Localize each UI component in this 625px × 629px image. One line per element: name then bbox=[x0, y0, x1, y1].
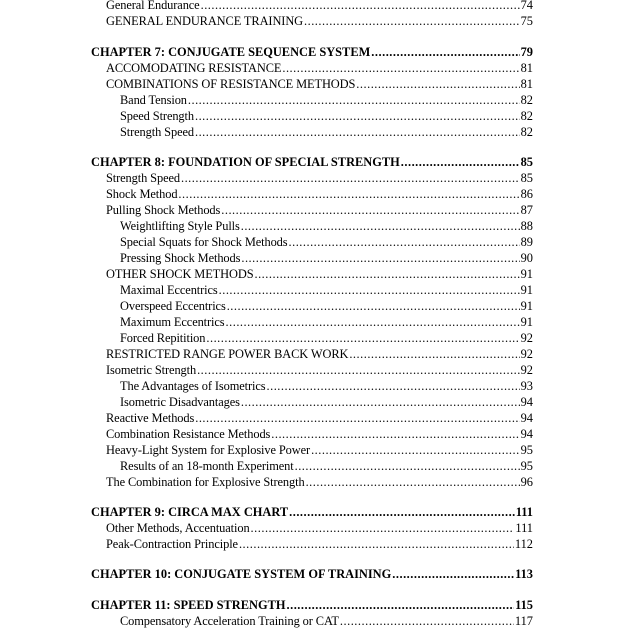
toc-entry bbox=[0, 234, 625, 250]
toc-entry bbox=[0, 124, 625, 140]
toc-entry bbox=[0, 442, 625, 458]
toc-entry bbox=[0, 202, 625, 218]
toc-entry-title: Reactive Methods bbox=[106, 411, 195, 425]
toc-entry bbox=[0, 108, 625, 124]
toc-entry-title: GENERAL ENDURANCE TRAINING bbox=[106, 14, 304, 28]
toc-entry bbox=[0, 170, 625, 186]
toc-entry-title: Weightlifting Style Pulls bbox=[120, 219, 240, 233]
toc-entry-title: CHAPTER 11: SPEED STRENGTH bbox=[91, 598, 286, 612]
dot-leader bbox=[340, 613, 514, 629]
toc-entry-page: 82 bbox=[520, 125, 533, 139]
toc-entry-page: 92 bbox=[520, 331, 533, 345]
toc-entry-title: Shock Method bbox=[106, 187, 178, 201]
toc-entry-title: CHAPTER 10: CONJUGATE SYSTEM OF TRAINING bbox=[91, 567, 392, 581]
toc-entry-page: 82 bbox=[520, 93, 533, 107]
toc-entry-title: CHAPTER 8: FOUNDATION OF SPECIAL STRENGTH bbox=[91, 155, 400, 169]
toc-entry-title: Compensatory Acceleration Training or CAT bbox=[120, 614, 339, 628]
toc-entry-page: 95 bbox=[520, 443, 533, 457]
toc-entry-title: The Combination for Explosive Strength bbox=[106, 475, 305, 489]
toc-entry-page: 88 bbox=[520, 219, 533, 233]
toc-entry-page: 85 bbox=[520, 171, 533, 185]
dot-leader bbox=[254, 266, 519, 282]
dot-leader bbox=[267, 378, 520, 394]
dot-leader bbox=[349, 346, 519, 362]
dot-leader bbox=[371, 44, 519, 60]
toc-entry bbox=[0, 250, 625, 266]
toc-entry-title: CHAPTER 9: CIRCA MAX CHART bbox=[91, 505, 289, 519]
toc-entry bbox=[0, 613, 625, 629]
toc-entry bbox=[0, 60, 625, 76]
toc-chapter bbox=[0, 154, 625, 170]
dot-leader bbox=[201, 0, 520, 13]
toc-entry-page: 92 bbox=[520, 347, 533, 361]
dot-leader bbox=[392, 566, 514, 582]
toc-entry-page: 91 bbox=[520, 267, 533, 281]
toc-entry bbox=[0, 92, 625, 108]
toc-entry-page: 112 bbox=[514, 537, 533, 551]
toc-entry-title: Strength Speed bbox=[120, 125, 194, 139]
toc-entry-title: Speed Strength bbox=[120, 109, 194, 123]
toc-entry-title: OTHER SHOCK METHODS bbox=[106, 267, 254, 281]
toc-entry bbox=[0, 186, 625, 202]
toc-entry-title: Pulling Shock Methods bbox=[106, 203, 221, 217]
toc-entry-page: 75 bbox=[520, 14, 533, 28]
dot-leader bbox=[241, 218, 520, 234]
toc-entry-title: Strength Speed bbox=[106, 171, 180, 185]
toc-entry-title: Heavy-Light System for Explosive Power bbox=[106, 443, 311, 457]
toc-entry-page: 74 bbox=[520, 0, 533, 12]
toc-entry-title: Overspeed Eccentrics bbox=[120, 299, 226, 313]
toc-entry bbox=[0, 520, 625, 536]
toc-entry-page: 94 bbox=[520, 427, 533, 441]
toc-entry-page: 111 bbox=[515, 505, 533, 519]
dot-leader bbox=[226, 314, 520, 330]
toc-entry-page: 79 bbox=[520, 45, 533, 59]
toc-entry-title: Maximum Eccentrics bbox=[120, 315, 225, 329]
dot-leader bbox=[241, 250, 519, 266]
toc-entry-title: Pressing Shock Methods bbox=[120, 251, 241, 265]
dot-leader bbox=[181, 170, 520, 186]
dot-leader bbox=[188, 92, 520, 108]
toc-chapter bbox=[0, 597, 625, 613]
dot-leader bbox=[289, 234, 520, 250]
toc-entry-title: Special Squats for Shock Methods bbox=[120, 235, 288, 249]
toc-entry bbox=[0, 76, 625, 92]
dot-leader bbox=[289, 504, 515, 520]
dot-leader bbox=[206, 330, 519, 346]
toc-entry-title: Results of an 18-month Experiment bbox=[120, 459, 294, 473]
dot-leader bbox=[295, 458, 520, 474]
toc-entry-page: 96 bbox=[520, 475, 533, 489]
toc-entry-title: Isometric Strength bbox=[106, 363, 197, 377]
toc-entry-page: 85 bbox=[520, 155, 533, 169]
dot-leader bbox=[401, 154, 520, 170]
toc-entry-page: 89 bbox=[520, 235, 533, 249]
toc-entry-title: Maximal Eccentrics bbox=[120, 283, 218, 297]
toc-entry bbox=[0, 362, 625, 378]
dot-leader bbox=[178, 186, 519, 202]
toc-entry bbox=[0, 458, 625, 474]
toc-entry-title: ACCOMODATING RESISTANCE bbox=[106, 61, 282, 75]
toc-entry bbox=[0, 218, 625, 234]
toc-entry bbox=[0, 13, 625, 29]
toc-entry-page: 94 bbox=[520, 395, 533, 409]
toc-entry bbox=[0, 378, 625, 394]
toc-entry-page: 81 bbox=[520, 61, 533, 75]
dot-leader bbox=[306, 474, 520, 490]
dot-leader bbox=[195, 108, 520, 124]
toc-entry-page: 90 bbox=[520, 251, 533, 265]
toc-entry-title: CHAPTER 7: CONJUGATE SEQUENCE SYSTEM bbox=[91, 45, 371, 59]
toc-entry-page: 95 bbox=[520, 459, 533, 473]
toc-entry bbox=[0, 282, 625, 298]
toc-chapter bbox=[0, 566, 625, 582]
dot-leader bbox=[239, 536, 514, 552]
toc-entry-title: Peak-Contraction Principle bbox=[106, 537, 238, 551]
toc-entry-page: 115 bbox=[515, 598, 533, 612]
toc-entry bbox=[0, 346, 625, 362]
dot-leader bbox=[195, 124, 520, 140]
toc-entry-title: COMBINATIONS OF RESISTANCE METHODS bbox=[106, 77, 356, 91]
toc-entry-title: General Endurance bbox=[106, 0, 200, 12]
dot-leader bbox=[304, 13, 520, 29]
dot-leader bbox=[227, 298, 520, 314]
toc-entry-page: 81 bbox=[520, 77, 533, 91]
toc-entry-page: 91 bbox=[520, 299, 533, 313]
toc-entry bbox=[0, 330, 625, 346]
dot-leader bbox=[282, 60, 519, 76]
toc-entry-page: 91 bbox=[520, 283, 533, 297]
toc-entry-title: RESTRICTED RANGE POWER BACK WORK bbox=[106, 347, 349, 361]
dot-leader bbox=[221, 202, 519, 218]
toc-entry-page: 87 bbox=[520, 203, 533, 217]
toc-entry-page: 94 bbox=[520, 411, 533, 425]
toc-entry bbox=[0, 426, 625, 442]
dot-leader bbox=[251, 520, 515, 536]
toc-entry-title: The Advantages of Isometrics bbox=[120, 379, 266, 393]
toc-entry bbox=[0, 410, 625, 426]
dot-leader bbox=[287, 597, 515, 613]
toc-entry-page: 86 bbox=[520, 187, 533, 201]
toc-entry-page: 93 bbox=[520, 379, 533, 393]
dot-leader bbox=[197, 362, 520, 378]
dot-leader bbox=[271, 426, 519, 442]
toc-entry-page: 117 bbox=[514, 614, 533, 628]
toc-entry-title: Isometric Disadvantages bbox=[120, 395, 240, 409]
toc-chapter bbox=[0, 504, 625, 520]
toc-entry bbox=[0, 474, 625, 490]
dot-leader bbox=[311, 442, 520, 458]
toc-entry-title: Forced Repitition bbox=[120, 331, 206, 345]
toc-entry bbox=[0, 314, 625, 330]
toc-entry-page: 91 bbox=[520, 315, 533, 329]
toc-entry bbox=[0, 266, 625, 282]
toc-entry-page: 92 bbox=[520, 363, 533, 377]
toc-chapter bbox=[0, 44, 625, 60]
toc-entry bbox=[0, 394, 625, 410]
dot-leader bbox=[195, 410, 519, 426]
toc-entry-page: 82 bbox=[520, 109, 533, 123]
toc-entry-title: Combination Resistance Methods bbox=[106, 427, 271, 441]
toc-entry-page: 111 bbox=[515, 521, 533, 535]
toc-entry bbox=[0, 0, 625, 13]
dot-leader bbox=[356, 76, 519, 92]
toc-entry-title: Band Tension bbox=[120, 93, 187, 107]
toc-entry bbox=[0, 298, 625, 314]
toc-entry bbox=[0, 536, 625, 552]
toc-entry-title: Other Methods, Accentuation bbox=[106, 521, 250, 535]
dot-leader bbox=[219, 282, 520, 298]
toc-entry-page: 113 bbox=[515, 567, 533, 581]
dot-leader bbox=[241, 394, 520, 410]
